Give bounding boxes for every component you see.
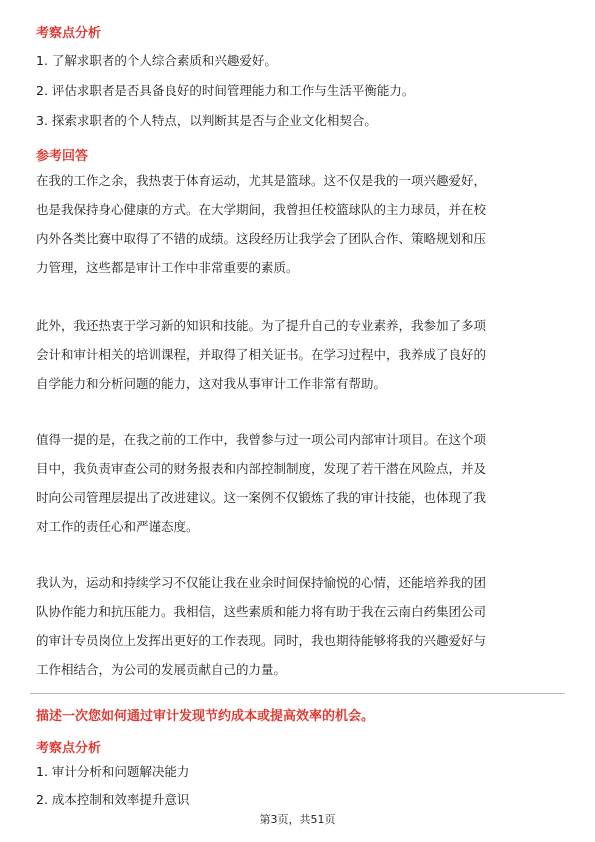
analysis-item-1: 1. 了解求职者的个人综合素质和兴趣爱好。 xyxy=(36,53,277,68)
paragraph-line: 也是我保持身心健康的方式。在大学期间，我曾担任校篮球队的主力球员，并在校 xyxy=(36,202,487,217)
paragraph-line: 自学能力和分析问题的能力，这对我从事审计工作非常有帮助。 xyxy=(36,376,387,391)
paragraph-line: 的审计专员岗位上发挥出更好的工作表现。同时，我也期待能够将我的兴趣爱好与 xyxy=(36,633,487,648)
answer-paragraph-1 xyxy=(36,166,564,282)
paragraph-line: 队协作能力和抗压能力。我相信，这些素质和能力将有助于我在云南白药集团公司 xyxy=(36,604,487,619)
paragraph-line: 值得一提的是，在我之前的工作中，我曾参与过一项公司内部审计项目。在这个项 xyxy=(36,432,487,447)
page-number: 第3页，共51页 xyxy=(259,813,336,826)
paragraph-line: 时向公司管理层提出了改进建议。这一案例不仅锻炼了我的审计技能，也体现了我 xyxy=(36,490,487,505)
paragraph-line: 在我的工作之余，我热衷于体育运动，尤其是篮球。这不仅是我的一项兴趣爱好， xyxy=(36,173,487,188)
analysis-item-2: 2. 评估求职者是否具备良好的时间管理能力和工作与生活平衡能力。 xyxy=(36,83,415,98)
paragraph-line: 内外各类比赛中取得了不错的成绩。这段经历让我学会了团队合作、策略规划和压 xyxy=(36,231,487,246)
paragraph-line: 目中，我负责审查公司的财务报表和内部控制制度，发现了若干潜在风险点，并及 xyxy=(36,461,487,476)
section-divider xyxy=(30,693,565,694)
question-2-title: 描述一次您如何通过审计发现节约成本或提高效率的机会。 xyxy=(36,709,375,724)
section-heading-answer: 参考回答 xyxy=(36,149,89,164)
paragraph-line: 力管理，这些都是审计工作中非常重要的素质。 xyxy=(36,260,299,275)
paragraph-line: 我认为，运动和持续学习不仅能让我在业余时间保持愉悦的心情，还能培养我的团 xyxy=(36,575,487,590)
section-heading-analysis-2: 考察点分析 xyxy=(36,741,102,756)
paragraph-line: 对工作的责任心和严谨态度。 xyxy=(36,519,199,534)
analysis-2-item-2: 2. 成本控制和效率提升意识 xyxy=(36,792,190,807)
paragraph-line: 此外，我还热衷于学习新的知识和技能。为了提升自己的专业素养，我参加了多项 xyxy=(36,318,487,333)
answer-paragraph-2 xyxy=(36,311,564,398)
paragraph-line: 工作相结合，为公司的发展贡献自己的力量。 xyxy=(36,662,287,677)
answer-paragraph-3 xyxy=(36,425,564,541)
answer-paragraph-4 xyxy=(36,568,564,684)
paragraph-line: 会计和审计相关的培训课程，并取得了相关证书。在学习过程中，我养成了良好的 xyxy=(36,347,487,362)
analysis-2-item-1: 1. 审计分析和问题解决能力 xyxy=(36,764,190,779)
section-heading-analysis: 考察点分析 xyxy=(36,26,102,41)
analysis-item-3: 3. 探索求职者的个人特点，以判断其是否与企业文化相契合。 xyxy=(36,113,377,128)
